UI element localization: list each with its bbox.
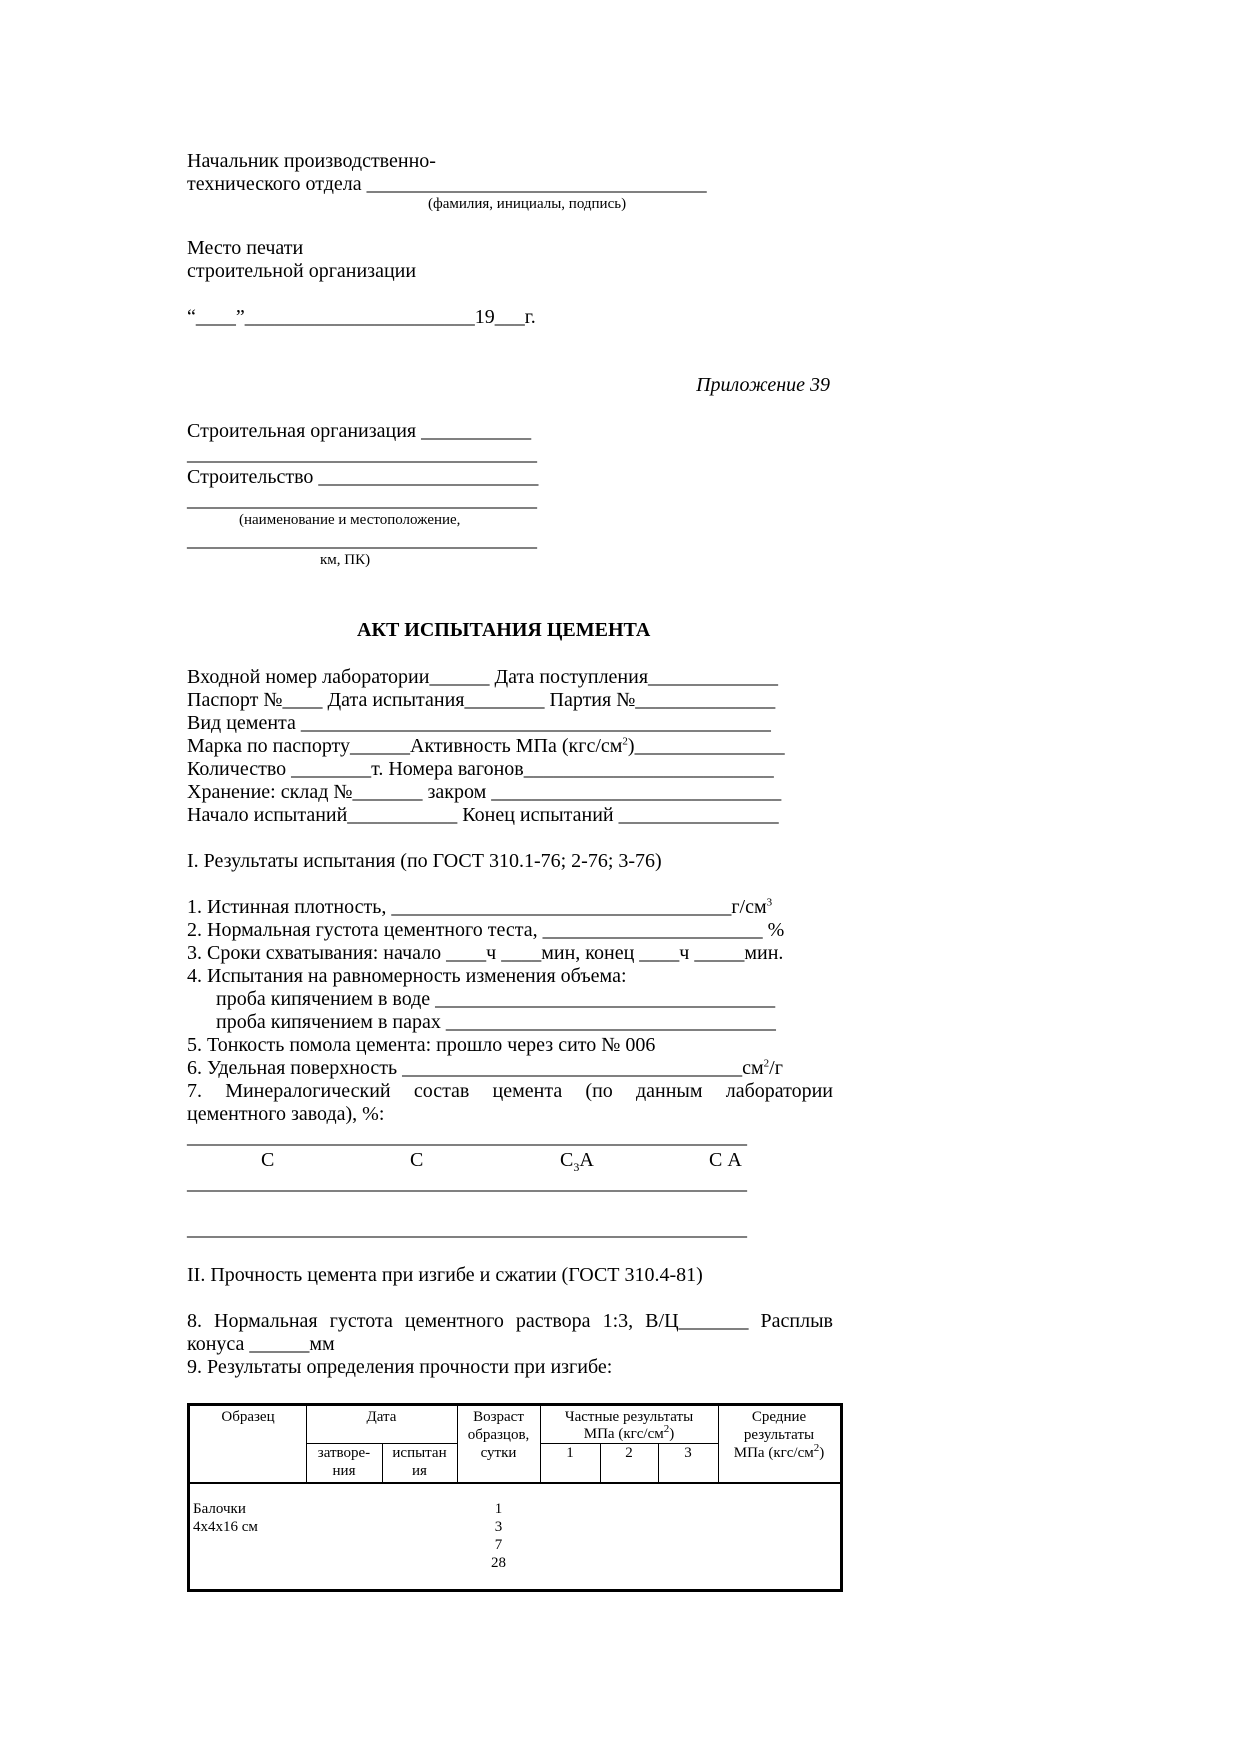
header-result-1: 1 <box>566 1445 574 1461</box>
row-sample-name: Балочки <box>193 1501 246 1517</box>
blank-line: ___________________________________ <box>187 529 537 551</box>
header-age-2: образцов, <box>467 1427 530 1443</box>
header-mixing-2: ния <box>332 1463 356 1479</box>
item-mortar-consistency: 8. Нормальная густота цементного раствора 1:3, В/Ц_______ Расплыв <box>187 1310 833 1332</box>
construction-caption: (наименование и местоположение, <box>239 512 461 528</box>
mineral-c2: С <box>410 1149 424 1171</box>
seal-line1: Место печати <box>187 237 304 259</box>
chief-signature-line: технического отдела __________________________________ <box>187 173 707 195</box>
row-sample-size: 4х4х16 см <box>193 1519 258 1535</box>
chief-title-line1: Начальник производственно- <box>187 150 436 172</box>
header-result-3: 3 <box>684 1445 692 1461</box>
signature-caption: (фамилия, инициалы, подпись) <box>428 196 627 212</box>
rule-line: ________________________________________________________ <box>187 1126 747 1148</box>
row-age: 7 <box>494 1537 503 1553</box>
field-grade-activity: Марка по паспорту______Активность МПа $(кгс/см^2)\_\_\_\_\_\_\_\_\_\_\_\_\_\_\_$ <box>187 735 785 757</box>
header-avg-1: Средние <box>751 1409 807 1425</box>
date-line: “____”_______________________19___г. <box>187 306 536 328</box>
header-testing-1: испытан <box>392 1445 447 1461</box>
mineral-c1: С <box>261 1149 275 1171</box>
blank-line: ___________________________________ <box>187 489 537 511</box>
header-sample: Образец <box>221 1409 275 1425</box>
field-test-dates: Начало испытаний___________ Конец испытаний ________________ <box>187 804 779 826</box>
field-lab-number: Входной номер лаборатории______ Дата поступления_____________ <box>187 666 779 688</box>
item-mineral-line2: цементного завода), %: <box>187 1103 385 1125</box>
field-cement-type: Вид цемента _______________________________________________ <box>187 712 771 734</box>
table-header-rule <box>190 1482 840 1484</box>
header-result-2: 2 <box>625 1445 633 1461</box>
row-age: 1 <box>494 1501 503 1517</box>
header-testing-2: ия <box>412 1463 427 1479</box>
field-quantity: Количество ________т. Номера вагонов_________________________ <box>187 758 774 780</box>
item-density: 1. Истинная плотность, $\_\_\_\_\_\_\_\_\_\_\_\_\_\_\_\_\_\_\_\_\_\_\_\_\_\_\_\_\_\_\_\_\_\_г/см^3$ <box>187 896 773 918</box>
item-boil-water: проба кипячением в воде __________________________________ <box>216 988 776 1010</box>
row-age: 28 <box>491 1555 506 1571</box>
field-passport: Паспорт №____ Дата испытания________ Партия №______________ <box>187 689 776 711</box>
row-age: 3 <box>494 1519 503 1535</box>
header-partial-1: Частные результаты <box>564 1409 694 1425</box>
section2-heading: II. Прочность цемента при изгибе и сжатии (ГОСТ 310.4-81) <box>187 1264 703 1286</box>
item-cone-spread: конуса ______мм <box>187 1333 335 1355</box>
rule-line: ________________________________________________________ <box>187 1172 747 1194</box>
construction-line: Строительство ______________________ <box>187 466 539 488</box>
header-avg-2: результаты <box>743 1427 815 1443</box>
item-consistency: 2. Нормальная густота цементного теста, ______________________ % <box>187 919 785 941</box>
field-storage: Хранение: склад №_______ закром _____________________________ <box>187 781 782 803</box>
header-partial-2: МПа $(кгс/см^2)$ <box>583 1423 675 1442</box>
item-fineness: 5. Тонкость помола цемента: прошло через сито № 006 <box>187 1034 656 1056</box>
header-date: Дата <box>366 1409 397 1425</box>
header-avg-3: МПа $(кгс/см^2)$ <box>733 1442 825 1461</box>
header-mixing-1: затворе- <box>317 1445 371 1461</box>
mineral-c4af: С А <box>709 1149 742 1171</box>
construction-caption-2: км, ПК) <box>320 552 371 568</box>
seal-line2: строительной организации <box>187 260 417 282</box>
mineral-c3a: $С_3А$ <box>560 1149 594 1174</box>
appendix-label: Приложение 39 <box>696 374 830 396</box>
header-age-3: сутки <box>480 1445 517 1461</box>
item-surface: 6. Удельная поверхность $\_\_\_\_\_\_\_\_\_\_\_\_\_\_\_\_\_\_\_\_\_\_\_\_\_\_\_\_\_\_\_\_\_\_см^2/г$ <box>187 1057 783 1079</box>
item-mineral-line1: 7. Минералогический состав цемента (по данным лаборатории <box>187 1080 833 1102</box>
item-soundness: 4. Испытания на равномерность изменения объема: <box>187 965 627 987</box>
document-title: АКТ ИСПЫТАНИЯ ЦЕМЕНТА <box>357 619 651 641</box>
org-line: Строительная организация ___________ <box>187 420 532 442</box>
item-boil-steam: проба кипячением в парах _________________________________ <box>216 1011 776 1033</box>
blank-line: ___________________________________ <box>187 443 537 465</box>
section1-heading: I. Результаты испытания (по ГОСТ 310.1-76; 2-76; 3-76) <box>187 850 662 872</box>
rule-line: ________________________________________________________ <box>187 1218 747 1240</box>
item-bending-results: 9. Результаты определения прочности при изгибе: <box>187 1356 613 1378</box>
header-age-1: Возраст <box>473 1409 524 1425</box>
bending-strength-table <box>187 1403 843 1592</box>
item-setting-time: 3. Сроки схватывания: начало ____ч ____мин, конец ____ч _____мин. <box>187 942 784 964</box>
